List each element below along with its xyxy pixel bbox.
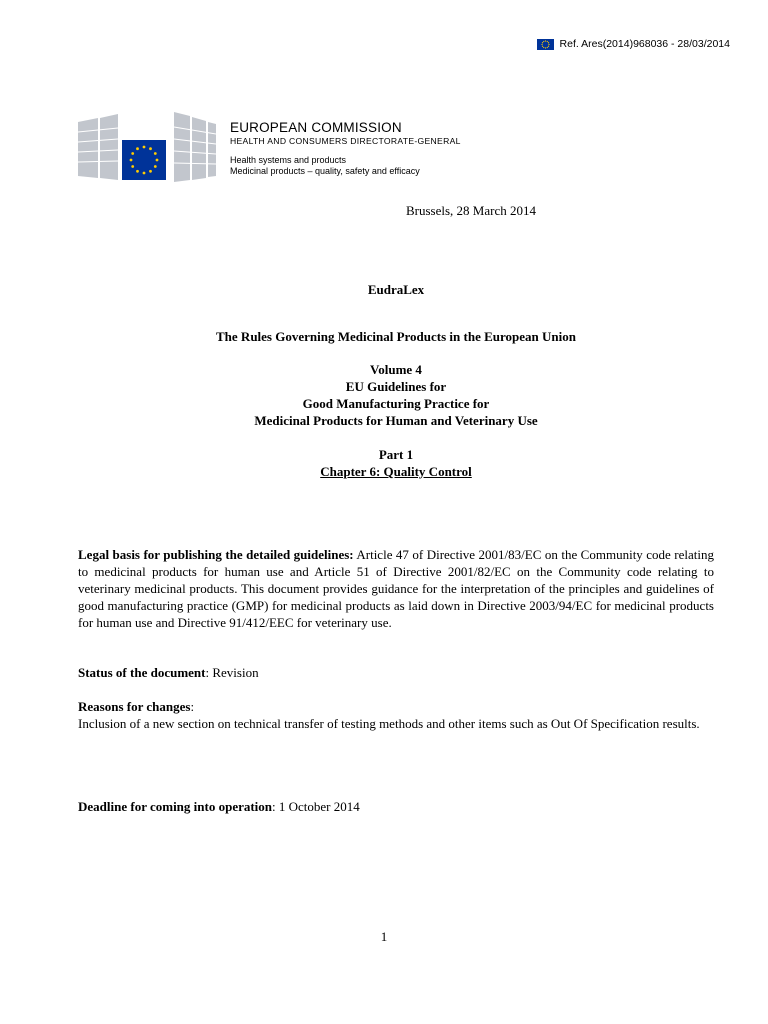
volume-number: Volume 4 — [370, 362, 422, 377]
organization-name: EUROPEAN COMMISSION — [230, 120, 402, 135]
guidelines-line-3: Medicinal Products for Human and Veterinary Use — [254, 413, 538, 428]
european-commission-logo-icon — [78, 112, 216, 182]
page-number: 1 — [380, 929, 388, 944]
legal-basis-label: Legal basis for publishing the detailed guidelines: — [78, 547, 354, 562]
part-number: Part 1 — [378, 447, 414, 462]
guidelines-line-2: Good Manufacturing Practice for — [302, 396, 490, 411]
part-title — [78, 446, 714, 480]
deadline-paragraph — [78, 798, 714, 815]
legal-basis-paragraph — [78, 546, 714, 631]
deadline-label: Deadline for coming into operation — [78, 799, 273, 814]
reasons-heading — [78, 698, 714, 715]
reference-stamp — [537, 38, 730, 50]
eu-flag-icon — [537, 39, 554, 50]
status-paragraph — [78, 664, 714, 681]
rules-title: The Rules Governing Medicinal Products in the European Union — [216, 329, 576, 344]
letterhead-text — [230, 120, 461, 182]
reasons-colon: : — [190, 699, 195, 714]
directorate-name: HEALTH AND CONSUMERS DIRECTORATE-GENERAL — [230, 136, 461, 146]
status-value: : Revision — [205, 665, 259, 680]
guidelines-line-1: EU Guidelines for — [345, 379, 447, 394]
unit-line-1: Health systems and products — [230, 155, 347, 165]
deadline-value: : 1 October 2014 — [272, 799, 360, 814]
reasons-label: Reasons for changes — [78, 699, 191, 714]
unit-line-2: Medicinal products – quality, safety and efficacy — [230, 166, 420, 176]
reasons-text: Inclusion of a new section on technical transfer of testing methods and other items such as Out Of Specification results. — [78, 716, 700, 731]
series-title: EudraLex — [367, 282, 425, 297]
legal-basis-text: Article 47 of Directive 2001/83/EC on the Community code relating to medicinal products for human use and Article 51 of Directive 2001/82/EC on the Community code relating to veterinary medicinal products. This document provides guidance for the interpretation of the principles and guidelines of good manufacturing practice (GMP) for medicinal products as laid down in Directive 2003/94/EC for medicinal products for human use and Directive 91/412/EEC for veterinary use. — [78, 547, 714, 630]
status-label: Status of the document — [78, 665, 206, 680]
chapter-title: Chapter 6: Quality Control — [320, 464, 472, 479]
date-line: Brussels, 28 March 2014 — [406, 203, 536, 218]
reference-text: Ref. Ares(2014)968036 - 28/03/2014 — [559, 38, 730, 50]
letterhead — [78, 112, 461, 182]
volume-title — [78, 361, 714, 429]
